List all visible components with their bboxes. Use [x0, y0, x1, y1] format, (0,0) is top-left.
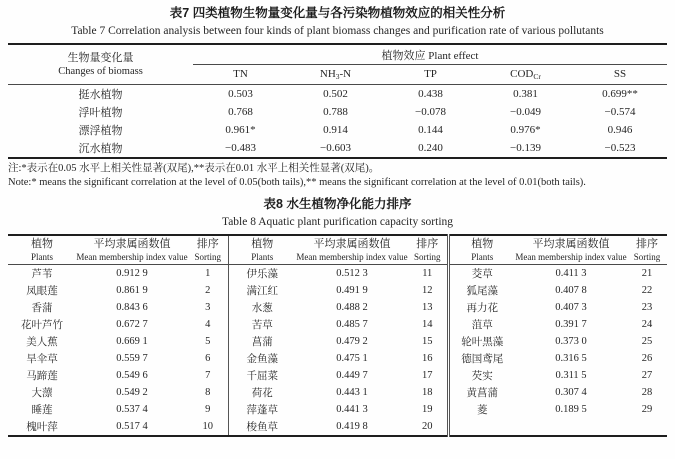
plant-name: 茭草 — [471, 269, 493, 280]
row-label: 漂浮植物 — [78, 125, 123, 137]
cell-value: 0.788 — [323, 106, 348, 118]
header-plants-1 — [8, 235, 76, 265]
row-label: 浮叶植物 — [78, 107, 123, 119]
header-sorting-en: Sorting — [413, 252, 441, 262]
rank: 4 — [188, 316, 228, 333]
cell-value: 0.976* — [510, 124, 541, 136]
plant-name: 旱伞草 — [26, 354, 58, 365]
membership-value: 0.441 3 — [336, 404, 368, 415]
membership-value: 0.419 8 — [336, 421, 368, 432]
plant-name: 苦草 — [251, 320, 273, 331]
header-plants-zh: 植物 — [31, 238, 53, 250]
header-value-3 — [515, 235, 627, 265]
header-value-en: Mean membership index value — [515, 252, 627, 262]
membership-value: 0.491 9 — [336, 285, 368, 296]
header-plants-zh: 植物 — [251, 238, 274, 250]
plant-name: 水葱 — [251, 303, 273, 314]
table-row — [8, 367, 667, 384]
plant-name: 大薸 — [31, 388, 53, 399]
biomass-header-en: Changes of biomass — [58, 65, 143, 77]
rank: 17 — [408, 367, 448, 384]
plant-name: 槐叶萍 — [26, 422, 58, 433]
rank: 9 — [188, 401, 228, 418]
plant-name: 狐尾藻 — [466, 286, 498, 297]
cell-value: 0.438 — [418, 88, 443, 100]
membership-value: 0.411 3 — [555, 268, 587, 279]
cell-value: 0.768 — [228, 106, 253, 118]
header-plants-en: Plants — [30, 252, 53, 262]
col-header-codcr — [478, 65, 573, 85]
cell-value: −0.049 — [510, 106, 541, 118]
note-zh: 注:*表示在0.05 水平上相关性显著(双尾),**表示在0.01 水平上相关性显著(双尾)。 — [8, 163, 380, 174]
rank: 26 — [641, 353, 653, 364]
header-value-1 — [76, 235, 188, 265]
row-label: 挺水植物 — [78, 89, 123, 101]
plant-name — [448, 418, 515, 436]
rank: 16 — [408, 350, 448, 367]
col-header-nh3n — [288, 65, 383, 85]
table-row — [8, 401, 667, 418]
table7-title-zh: 表7 四类植物生物量变化量与各污染物植物效应的相关性分析 — [169, 6, 506, 20]
plant-name: 菱 — [477, 405, 488, 416]
rank: 3 — [188, 299, 228, 316]
membership-value: 0.537 4 — [116, 404, 148, 415]
rank: 19 — [408, 401, 448, 418]
col-header-text: TP — [424, 68, 437, 80]
rank: 12 — [408, 282, 448, 299]
membership-value: 0.549 2 — [116, 387, 148, 398]
header-value-zh: 平均隶属函数值 — [532, 238, 610, 250]
rank: 18 — [408, 384, 448, 401]
plant-name: 金鱼藻 — [246, 354, 278, 365]
rank: 5 — [188, 333, 228, 350]
col-header-tp — [383, 65, 478, 85]
cell-value: 0.699** — [602, 88, 638, 100]
rank: 1 — [188, 265, 228, 283]
plant-effect-span-header: 植物效应 Plant effect — [193, 44, 667, 65]
membership-value: 0.517 4 — [116, 421, 148, 432]
table-row — [8, 418, 667, 436]
membership-value: 0.912 9 — [116, 268, 148, 279]
cell-value: −0.574 — [604, 106, 636, 118]
membership-value: 0.475 1 — [336, 353, 368, 364]
col-header-tn — [193, 65, 288, 85]
table-row — [8, 85, 667, 104]
table-row — [8, 350, 667, 367]
header-sorting-en: Sorting — [633, 252, 661, 262]
table8-header-row — [8, 235, 667, 265]
header-plants-en: Plants — [471, 252, 494, 262]
cell-value: 0.503 — [228, 88, 253, 100]
plant-name: 睡莲 — [31, 405, 53, 416]
plant-name: 菖蒲 — [251, 337, 273, 348]
col-header-sub: 3 — [335, 72, 340, 81]
rank: 24 — [641, 319, 653, 330]
rank: 27 — [641, 370, 653, 381]
rank: 28 — [641, 387, 653, 398]
rank: 10 — [188, 418, 228, 436]
membership-value: 0.407 3 — [555, 302, 587, 313]
plant-name: 花叶芦竹 — [21, 320, 63, 331]
header-sorting-en: Sorting — [194, 252, 221, 262]
table-row — [8, 333, 667, 350]
plant-name: 香蒲 — [31, 303, 53, 314]
plant-name: 芦苇 — [31, 269, 53, 280]
table8 — [8, 234, 667, 437]
plant-name: 马蹄莲 — [26, 371, 58, 382]
membership-value: 0.311 5 — [555, 370, 587, 381]
cell-value: 0.144 — [418, 124, 443, 136]
header-sorting-3 — [627, 235, 667, 265]
membership-value: 0.549 6 — [116, 370, 148, 381]
plant-name: 萍蓬草 — [246, 405, 278, 416]
row-label: 沉水植物 — [78, 143, 123, 155]
cell-value: 0.240 — [418, 142, 443, 154]
table7-title-en: Table 7 Correlation analysis between four kinds of plant biomass changes and purification rate of various pollutants — [71, 25, 604, 37]
rank: 21 — [641, 268, 653, 279]
membership-value: 0.189 5 — [555, 404, 587, 415]
membership-value: 0.488 2 — [336, 302, 368, 313]
table-row — [8, 121, 667, 139]
note-en: Note:* means the significant correlation at the level of 0.05(both tails),** means the significant correlation at the level of 0.01(both tails). — [8, 177, 586, 188]
col-header-text: SS — [613, 68, 627, 80]
header-value-zh: 平均隶属函数值 — [93, 238, 171, 250]
cell-value: −0.078 — [415, 106, 446, 118]
membership-value: 0.449 7 — [336, 370, 368, 381]
cell-value: 0.502 — [323, 88, 348, 100]
rank: 6 — [188, 350, 228, 367]
table-row — [8, 384, 667, 401]
membership-value: 0.672 7 — [116, 319, 148, 330]
table7-biomass-header — [8, 44, 193, 85]
rank — [627, 418, 667, 436]
plant-name: 芡实 — [471, 371, 493, 382]
rank: 7 — [188, 367, 228, 384]
plant-name: 凤眼莲 — [26, 286, 58, 297]
plant-name: 满江红 — [246, 286, 278, 297]
table-row — [8, 299, 667, 316]
col-header-ss — [573, 65, 667, 85]
rank: 23 — [641, 302, 653, 313]
membership-value: 0.307 4 — [555, 387, 587, 398]
col-header-text: TN — [233, 68, 248, 80]
plant-name: 德国鸢尾 — [461, 354, 504, 365]
plant-name: 千屈菜 — [246, 371, 278, 382]
membership-value: 0.559 7 — [116, 353, 148, 364]
table8-title-en: Table 8 Aquatic plant purification capacity sorting — [221, 216, 454, 228]
plant-name: 再力花 — [466, 303, 498, 314]
header-value-2 — [296, 235, 408, 265]
col-header-sub: Cr — [533, 72, 541, 81]
header-plants-en: Plants — [251, 252, 274, 262]
rank: 8 — [188, 384, 228, 401]
plant-name: 菹草 — [471, 320, 493, 331]
header-value-zh: 平均隶属函数值 — [313, 238, 391, 250]
rank: 22 — [641, 285, 653, 296]
header-plants-3 — [448, 235, 515, 265]
plant-name: 梭鱼草 — [246, 422, 278, 433]
rank: 25 — [641, 336, 653, 347]
header-sorting-zh: 排序 — [636, 238, 658, 250]
table-row — [8, 139, 667, 158]
plant-name: 荷花 — [251, 388, 273, 399]
table7-header-row1 — [8, 44, 667, 65]
membership-value: 0.479 2 — [336, 336, 368, 347]
cell-value: 0.946 — [607, 124, 633, 136]
header-value-en: Mean membership index value — [76, 252, 188, 262]
plant-name: 伊乐藻 — [246, 269, 278, 280]
membership-value: 0.485 7 — [336, 319, 368, 330]
cell-value: −0.523 — [604, 142, 636, 154]
header-plants-2 — [228, 235, 296, 265]
table7-notes — [8, 162, 667, 190]
col-header-post: -N — [339, 68, 352, 80]
rank: 13 — [408, 299, 448, 316]
membership-value: 0.407 8 — [555, 285, 587, 296]
table-row — [8, 282, 667, 299]
table8-title-zh: 表8 水生植物净化能力排序 — [263, 197, 412, 211]
cell-value: −0.139 — [510, 142, 541, 154]
membership-value: 0.443 1 — [336, 387, 368, 398]
table-row — [8, 103, 667, 121]
table7 — [8, 43, 667, 159]
cell-value: −0.483 — [225, 142, 256, 154]
table-row — [8, 316, 667, 333]
header-sorting-zh: 排序 — [196, 238, 219, 250]
rank: 14 — [408, 316, 448, 333]
biomass-header-zh: 生物量变化量 — [67, 51, 134, 64]
plant-name: 美人蕉 — [26, 337, 58, 348]
plant-name: 轮叶黑藻 — [461, 337, 504, 348]
rank: 2 — [188, 282, 228, 299]
header-sorting-zh: 排序 — [416, 238, 439, 250]
rank: 11 — [408, 265, 448, 283]
membership-value: 0.373 0 — [555, 336, 587, 347]
plant-name: 黄菖蒲 — [466, 388, 498, 399]
membership-value: 0.669 1 — [116, 336, 148, 347]
rank: 20 — [408, 418, 448, 436]
header-plants-zh: 植物 — [471, 238, 494, 250]
cell-value: 0.961* — [225, 124, 256, 136]
membership-value: 0.843 6 — [116, 302, 148, 313]
membership-value: 0.861 9 — [116, 285, 148, 296]
header-sorting-2 — [408, 235, 448, 265]
col-header-text: NH — [319, 68, 336, 80]
rank: 29 — [641, 404, 653, 415]
table-row — [8, 265, 667, 283]
header-value-en: Mean membership index value — [296, 252, 408, 262]
header-sorting-1 — [188, 235, 228, 265]
cell-value: 0.914 — [323, 124, 348, 136]
membership-value: 0.512 3 — [336, 268, 368, 279]
cell-value: 0.381 — [513, 88, 538, 100]
membership-value — [515, 418, 627, 436]
membership-value: 0.391 7 — [555, 319, 587, 330]
col-header-text: COD — [510, 68, 534, 80]
cell-value: −0.603 — [320, 142, 351, 154]
membership-value: 0.316 5 — [555, 353, 587, 364]
rank: 15 — [408, 333, 448, 350]
